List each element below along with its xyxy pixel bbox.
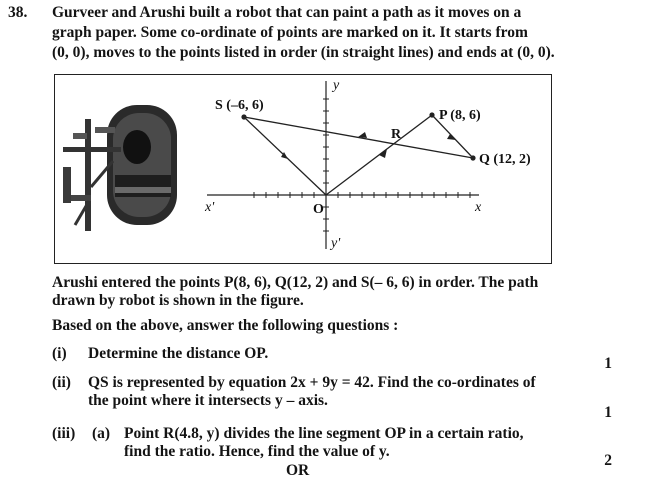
segment-qs — [244, 117, 473, 158]
point-q-marker — [470, 155, 475, 160]
point-p-label: P (8, 6) — [439, 108, 481, 123]
point-r-label: R — [391, 127, 402, 142]
instructions-line: Based on the above, answer the following questions : — [52, 317, 399, 334]
question-intro-line-2: graph paper. Some co-ordinate of points are marked on it. It starts from — [52, 24, 528, 41]
context-paragraph-line-2: drawn by robot is shown in the figure. — [52, 292, 304, 309]
point-p-marker — [429, 112, 434, 117]
figure-diagram — [55, 75, 551, 263]
sub-question-iii-text-line-2: find the ratio. Hence, find the value of y. — [124, 443, 390, 460]
marks-i: 1 — [604, 355, 612, 372]
sub-question-ii-number: (ii) — [52, 374, 71, 391]
sub-question-iii-number: (iii) — [52, 425, 76, 442]
question-intro-line-3: (0, 0), moves to the points listed in order (in straight lines) and ends at (0, 0). — [52, 44, 555, 61]
arrow-qs — [358, 132, 367, 138]
point-s-marker — [241, 114, 246, 119]
sub-question-iii-text-line-1: Point R(4.8, y) divides the line segment OP in a certain ratio, — [124, 425, 524, 442]
sub-question-iii-part: (a) — [92, 425, 111, 442]
marks-iii: 2 — [604, 452, 612, 469]
question-intro-line-1: Gurveer and Arushi built a robot that can paint a path as it moves on a — [52, 4, 522, 21]
x-axis-label: x — [475, 200, 482, 215]
y-axis-label: y — [333, 78, 340, 93]
sub-question-ii-text-line-1: QS is represented by equation 2x + 9y = 42. Find the co-ordinates of — [88, 374, 536, 391]
figure-panel — [54, 74, 552, 264]
or-separator: OR — [286, 462, 310, 479]
question-number: 38. — [8, 4, 28, 21]
sub-question-i-number: (i) — [52, 345, 67, 362]
robot-illustration — [63, 105, 177, 231]
point-s-label: S (–6, 6) — [215, 98, 264, 113]
sub-question-i-text: Determine the distance OP. — [88, 345, 269, 362]
sub-question-ii-text-line-2: the point where it intersects y – axis. — [88, 392, 328, 409]
origin-label: O — [313, 202, 324, 217]
y-axis-neg-label: y' — [331, 236, 341, 251]
point-q-label: Q (12, 2) — [479, 152, 531, 167]
x-axis-neg-label: x' — [205, 200, 215, 215]
context-paragraph-line-1: Arushi entered the points P(8, 6), Q(12, 2) and S(– 6, 6) in order. The path — [52, 274, 539, 291]
marks-ii: 1 — [604, 404, 612, 421]
